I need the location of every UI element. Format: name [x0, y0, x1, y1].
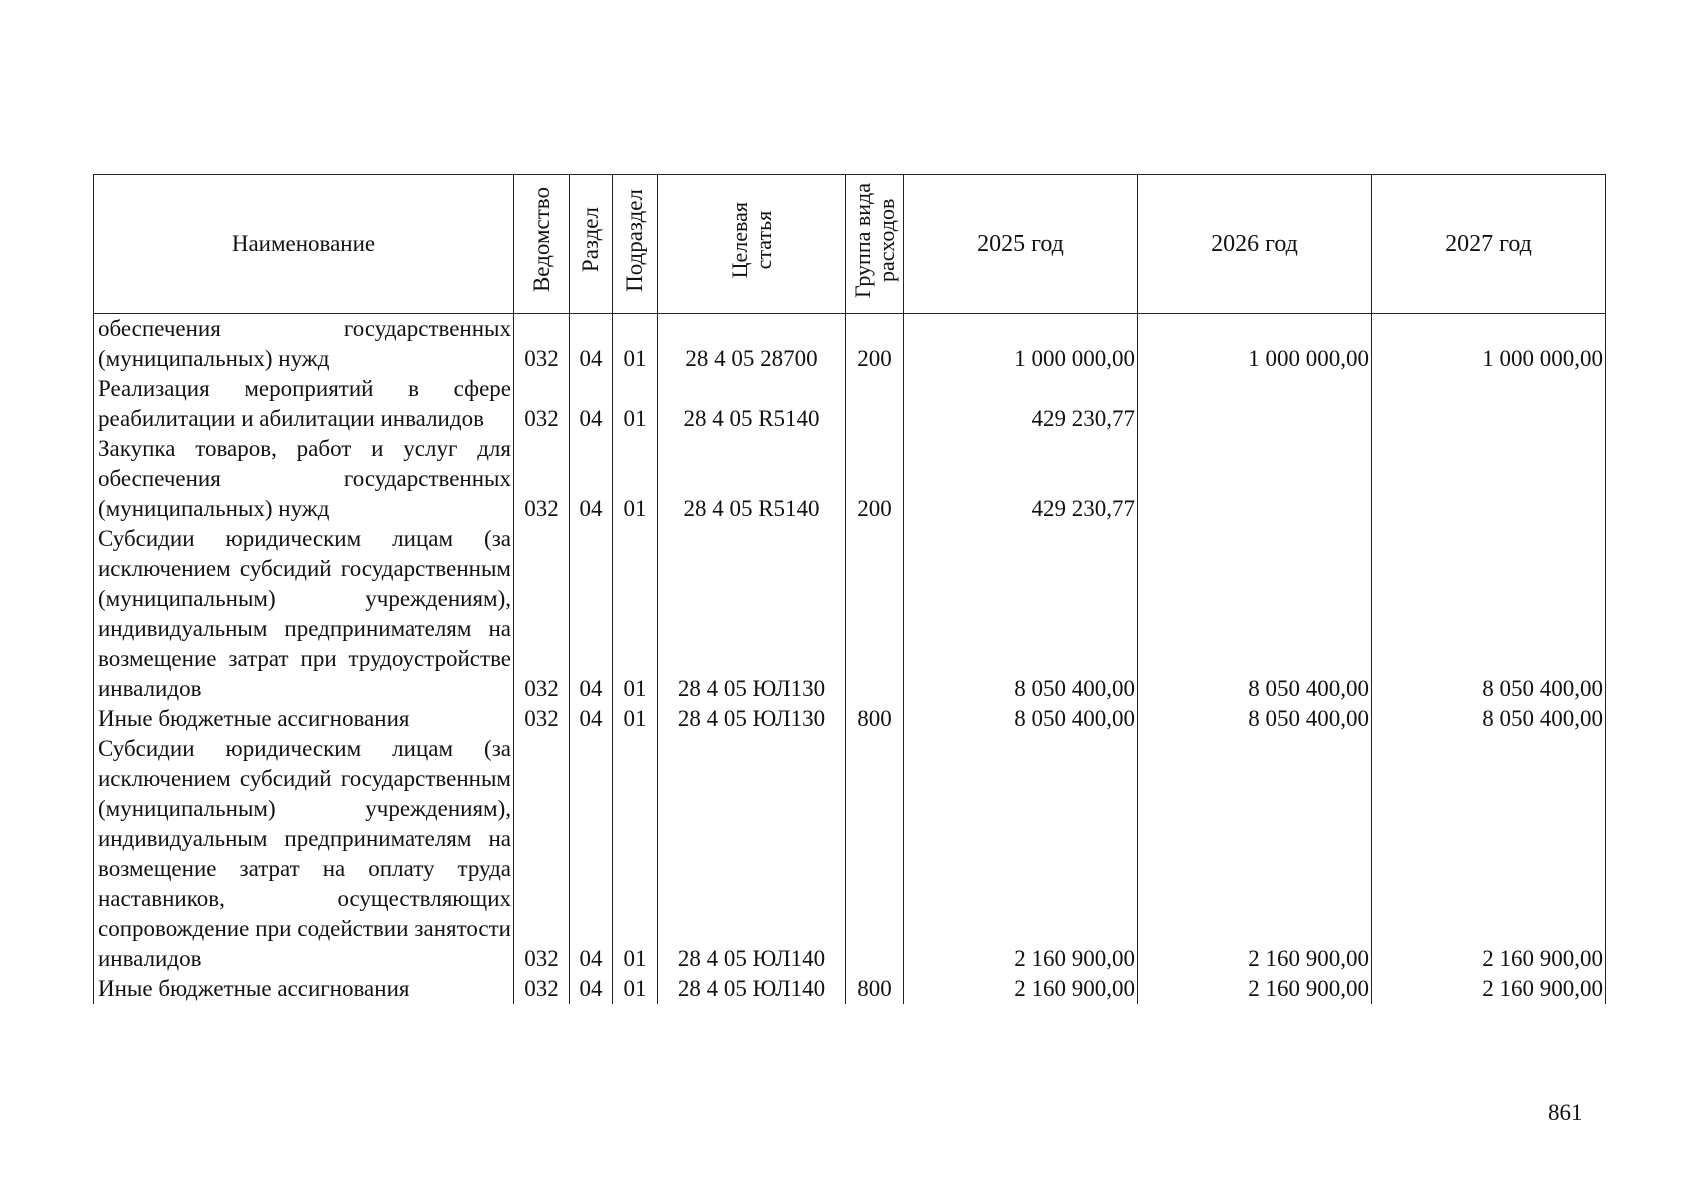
- row-subsection: 01: [613, 524, 658, 704]
- header-name-label: Наименование: [231, 231, 376, 256]
- row-2025: 1 000 000,00: [904, 314, 1138, 375]
- row-2025: 429 230,77: [904, 434, 1138, 524]
- row-2026: [1138, 374, 1372, 434]
- row-2026: 1 000 000,00: [1138, 314, 1372, 375]
- row-dept: 032: [514, 704, 570, 734]
- row-2027: 2 160 900,00: [1372, 974, 1606, 1004]
- row-section: 04: [570, 974, 613, 1004]
- row-section: 04: [570, 374, 613, 434]
- row-section: 04: [570, 434, 613, 524]
- header-2027: [1372, 175, 1606, 314]
- row-subsection: 01: [613, 374, 658, 434]
- table-row: [94, 434, 1606, 524]
- row-group: [846, 524, 904, 704]
- row-2027: 2 160 900,00: [1372, 734, 1606, 974]
- header-group-line1: Группа вида: [849, 182, 875, 298]
- header-section: [570, 175, 613, 314]
- row-name: Реализация мероприятий в сфере реабилитации и абилитации инвалидов: [94, 374, 514, 434]
- header-group-line2: расходов: [873, 198, 899, 282]
- row-dept: 032: [514, 434, 570, 524]
- row-2026: [1138, 434, 1372, 524]
- row-target: 28 4 05 ЮЛ130: [658, 704, 846, 734]
- row-name: обеспечения государственных (муниципальных) нужд: [94, 314, 514, 375]
- header-2026-label: 2026 год: [1211, 231, 1298, 257]
- row-2026: 2 160 900,00: [1138, 974, 1372, 1004]
- table-row: [94, 704, 1606, 734]
- row-subsection: 01: [613, 434, 658, 524]
- row-subsection: 01: [613, 974, 658, 1004]
- row-2025: 2 160 900,00: [904, 734, 1138, 974]
- header-group: [846, 175, 904, 314]
- row-target: 28 4 05 ЮЛ140: [658, 734, 846, 974]
- row-group: 200: [846, 434, 904, 524]
- header-target-line1: Целевая: [726, 201, 752, 279]
- header-2027-label: 2027 год: [1445, 231, 1532, 257]
- row-section: 04: [570, 524, 613, 704]
- row-target: 28 4 05 ЮЛ130: [658, 524, 846, 704]
- table-row: [94, 524, 1606, 704]
- header-name: [94, 175, 514, 314]
- row-dept: 032: [514, 524, 570, 704]
- row-subsection: 01: [613, 704, 658, 734]
- row-target: 28 4 05 R5140: [658, 434, 846, 524]
- header-dept-label: Ведомство: [528, 187, 554, 293]
- row-name: Субсидии юридическим лицам (за исключением субсидий государственным (муниципальным) учреждениям), индивидуальным предпринимателям на возмещение затрат при трудоустройстве инвалидов: [94, 524, 514, 704]
- row-2027: 1 000 000,00: [1372, 314, 1606, 375]
- row-2025: 8 050 400,00: [904, 704, 1138, 734]
- row-2026: 8 050 400,00: [1138, 704, 1372, 734]
- row-group: 200: [846, 314, 904, 375]
- row-2025: 8 050 400,00: [904, 524, 1138, 704]
- table-row: [94, 314, 1606, 375]
- table-row: [94, 374, 1606, 434]
- row-2025: 429 230,77: [904, 374, 1138, 434]
- row-target: 28 4 05 R5140: [658, 374, 846, 434]
- row-2027: 8 050 400,00: [1372, 704, 1606, 734]
- row-2025: 2 160 900,00: [904, 974, 1138, 1004]
- header-2026: [1138, 175, 1372, 314]
- row-subsection: 01: [613, 734, 658, 974]
- row-name: Иные бюджетные ассигнования: [94, 974, 514, 1004]
- header-target: [658, 175, 846, 314]
- row-group: [846, 734, 904, 974]
- row-dept: 032: [514, 974, 570, 1004]
- header-2025: [904, 175, 1138, 314]
- row-dept: 032: [514, 734, 570, 974]
- table-row: [94, 734, 1606, 974]
- row-section: 04: [570, 704, 613, 734]
- header-subsection-label: Подраздел: [622, 188, 647, 292]
- row-target: 28 4 05 ЮЛ140: [658, 974, 846, 1004]
- row-name: Закупка товаров, работ и услуг для обеспечения государственных (муниципальных) нужд: [94, 434, 514, 524]
- header-target-label: [728, 202, 776, 278]
- page-number: 861: [1548, 1100, 1583, 1125]
- row-dept: 032: [514, 374, 570, 434]
- header-subsection: [613, 175, 658, 314]
- row-group: 800: [846, 704, 904, 734]
- row-2027: [1372, 434, 1606, 524]
- row-name: Субсидии юридическим лицам (за исключением субсидий государственным (муниципальным) учреждениям), индивидуальным предпринимателям на возмещение затрат на оплату труда наставников, осуществляющих сопровождение при содействии занятости инвалидов: [94, 734, 514, 974]
- budget-table: [93, 174, 1606, 1004]
- row-2026: 8 050 400,00: [1138, 524, 1372, 704]
- header-dept: [514, 175, 570, 314]
- row-2026: 2 160 900,00: [1138, 734, 1372, 974]
- header-group-label: [851, 183, 899, 298]
- row-subsection: 01: [613, 314, 658, 375]
- row-group: 800: [846, 974, 904, 1004]
- row-target: 28 4 05 28700: [658, 314, 846, 375]
- header-2025-label: 2025 год: [977, 231, 1064, 257]
- row-section: 04: [570, 314, 613, 375]
- table-row: [94, 974, 1606, 1004]
- row-2027: 8 050 400,00: [1372, 524, 1606, 704]
- header-target-line2: статья: [750, 210, 776, 270]
- row-group: [846, 374, 904, 434]
- row-2027: [1372, 374, 1606, 434]
- header-section-label: Раздел: [578, 207, 603, 273]
- row-name: Иные бюджетные ассигнования: [94, 704, 514, 734]
- row-dept: 032: [514, 314, 570, 375]
- table-header-row: [94, 175, 1606, 314]
- row-section: 04: [570, 734, 613, 974]
